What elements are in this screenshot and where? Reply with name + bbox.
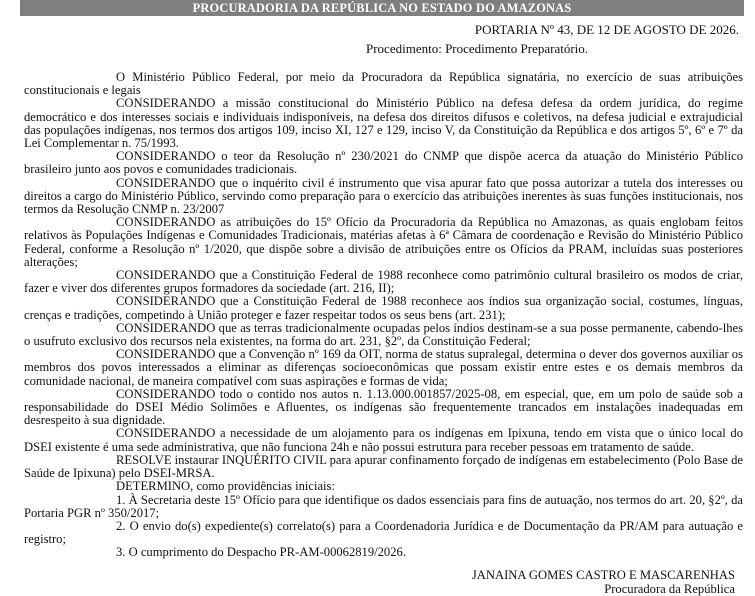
- paragraph-considerando: CONSIDERANDO que a Constituição Federal de 1988 reconhece aos índios sua organização social, costumes, línguas, crenças e tradições, competindo à União proteger e fazer respeitar todos os seus bens (art. 231);: [24, 294, 743, 322]
- paragraph-considerando: CONSIDERANDO que a Convenção nº 169 da OIT, norma de status supralegal, determina o dever dos governos auxiliar os membros dos povos interessados a eliminar as diferenças socioeconômicas que possam existir entre estes e os demais membros da comunidade nacional, de maneira compatível com suas aspirações e formas de vida;: [24, 347, 743, 388]
- paragraph-item-3: 3. O cumprimento do Despacho PR-AM-00062819/2026.: [116, 545, 406, 560]
- portaria-title: PORTARIA Nº 43, DE 12 DE AGOSTO DE 2026.: [474, 22, 739, 37]
- signature-block: [24, 568, 735, 596]
- paragraph-considerando: CONSIDERANDO que as terras tradicionalmente ocupadas pelos índios destinam-se a sua posse permanente, cabendo-lhes o usufruto exclusivo dos recursos nela existentes, na forma do art. 231, §2º, da Constituição Federal;: [24, 320, 743, 349]
- header-bar: PROCURADORIA DA REPÚBLICA NO ESTADO DO AMAZONAS: [20, 0, 744, 16]
- paragraph-considerando: CONSIDERANDO todo o contido nos autos n. 1.13.000.001857/2025-08, em especial, que, em um polo de saúde sob a responsabilidade do DSEI Médio Solimões e Afluentes, os indígenas são frequentemente trancados em instalações inadequadas em desrespeito à sua dignidade.: [24, 386, 743, 428]
- paragraph-intro: O Ministério Público Federal, por meio da Procuradora da República signatária, no exercício de suas atribuições constitucionais e legais: [24, 70, 743, 98]
- procedimento-line: Procedimento: Procedimento Preparatório.: [366, 41, 589, 56]
- signature-name: JANAINA GOMES CASTRO E MASCARENHAS: [471, 567, 735, 582]
- paragraph-considerando: CONSIDERANDO as atribuições do 15º Ofício da Procuradoria da República no Amazonas, as quais englobam feitos relativos às Populações Indígenas e Comunidades Tradicionais, matérias afetas à 6ª Câmara de coordenação e Revisão do Ministério Público Federal, conforme a Resolução nº 1/2020, que dispõe sobre a divisão de atribuições entre os Ofícios da PRAM, incluídas suas posteriores alterações;: [24, 215, 743, 269]
- paragraph-considerando: CONSIDERANDO a necessidade de um alojamento para os indígenas em Ipixuna, tendo em vista que o único local do DSEI existente é uma sede administrativa, que não funciona 24h e não possui estrutura para receber pessoas em tratamento de saúde.: [24, 426, 743, 454]
- signature-role: Procuradora da República: [604, 581, 735, 596]
- paragraph-determino: DETERMINO, como providências iniciais:: [116, 479, 335, 494]
- paragraph-considerando: CONSIDERANDO o teor da Resolução nº 230/2021 do CNMP que dispõe acerca da atuação do Ministério Público brasileiro junto aos povos e comunidades tradicionais.: [24, 149, 743, 177]
- paragraph-item-2: 2. O envio do(s) expediente(s) correlato(s) para a Coordenadoria Jurídica e de Documentação da PR/AM para autuação e registro;: [24, 518, 743, 547]
- paragraph-considerando: CONSIDERANDO que o inquérito civil é instrumento que visa apurar fato que possa autorizar a tutela dos interesses ou direitos a cargo do Ministério Público, servindo como preparação para o exercício das atribuições inerentes às suas funções institucionais, nos termos da Resolução CNMP n. 23/2007: [24, 175, 743, 217]
- paragraph-resolve: RESOLVE instaurar INQUÉRITO CIVIL para apurar confinamento forçado de indígenas em estabelecimento (Polo Base de Saúde de Ipixuna) pelo DSEI-MRSA.: [24, 452, 743, 481]
- paragraph-considerando: CONSIDERANDO a missão constitucional do Ministério Público na defesa defesa da ordem jurídica, do regime democrático e dos interesses sociais e individuais indisponíveis, na defesa dos direitos difusos e coletivos, na defesa judicial e extrajudicial das populações indígenas, nos termos dos artigos 109, inciso XI, 127 e 129, inciso V, da Constituição da República e dos artigos 5º, 6º e 7º da Lei Complementar n. 75/1993.: [24, 96, 743, 151]
- document-body: [24, 71, 743, 560]
- paragraph-item-1: 1. À Secretaria deste 15º Ofício para que identifique os dados essenciais para fins de autuação, nos termos do art. 20, §2º, da Portaria PGR nº 350/2017;: [24, 492, 743, 520]
- paragraph-considerando: CONSIDERANDO que a Constituição Federal de 1988 reconhece como patrimônio cultural brasileiro os modos de criar, fazer e viver dos diferentes grupos formadores da sociedade (art. 216, II);: [24, 268, 743, 296]
